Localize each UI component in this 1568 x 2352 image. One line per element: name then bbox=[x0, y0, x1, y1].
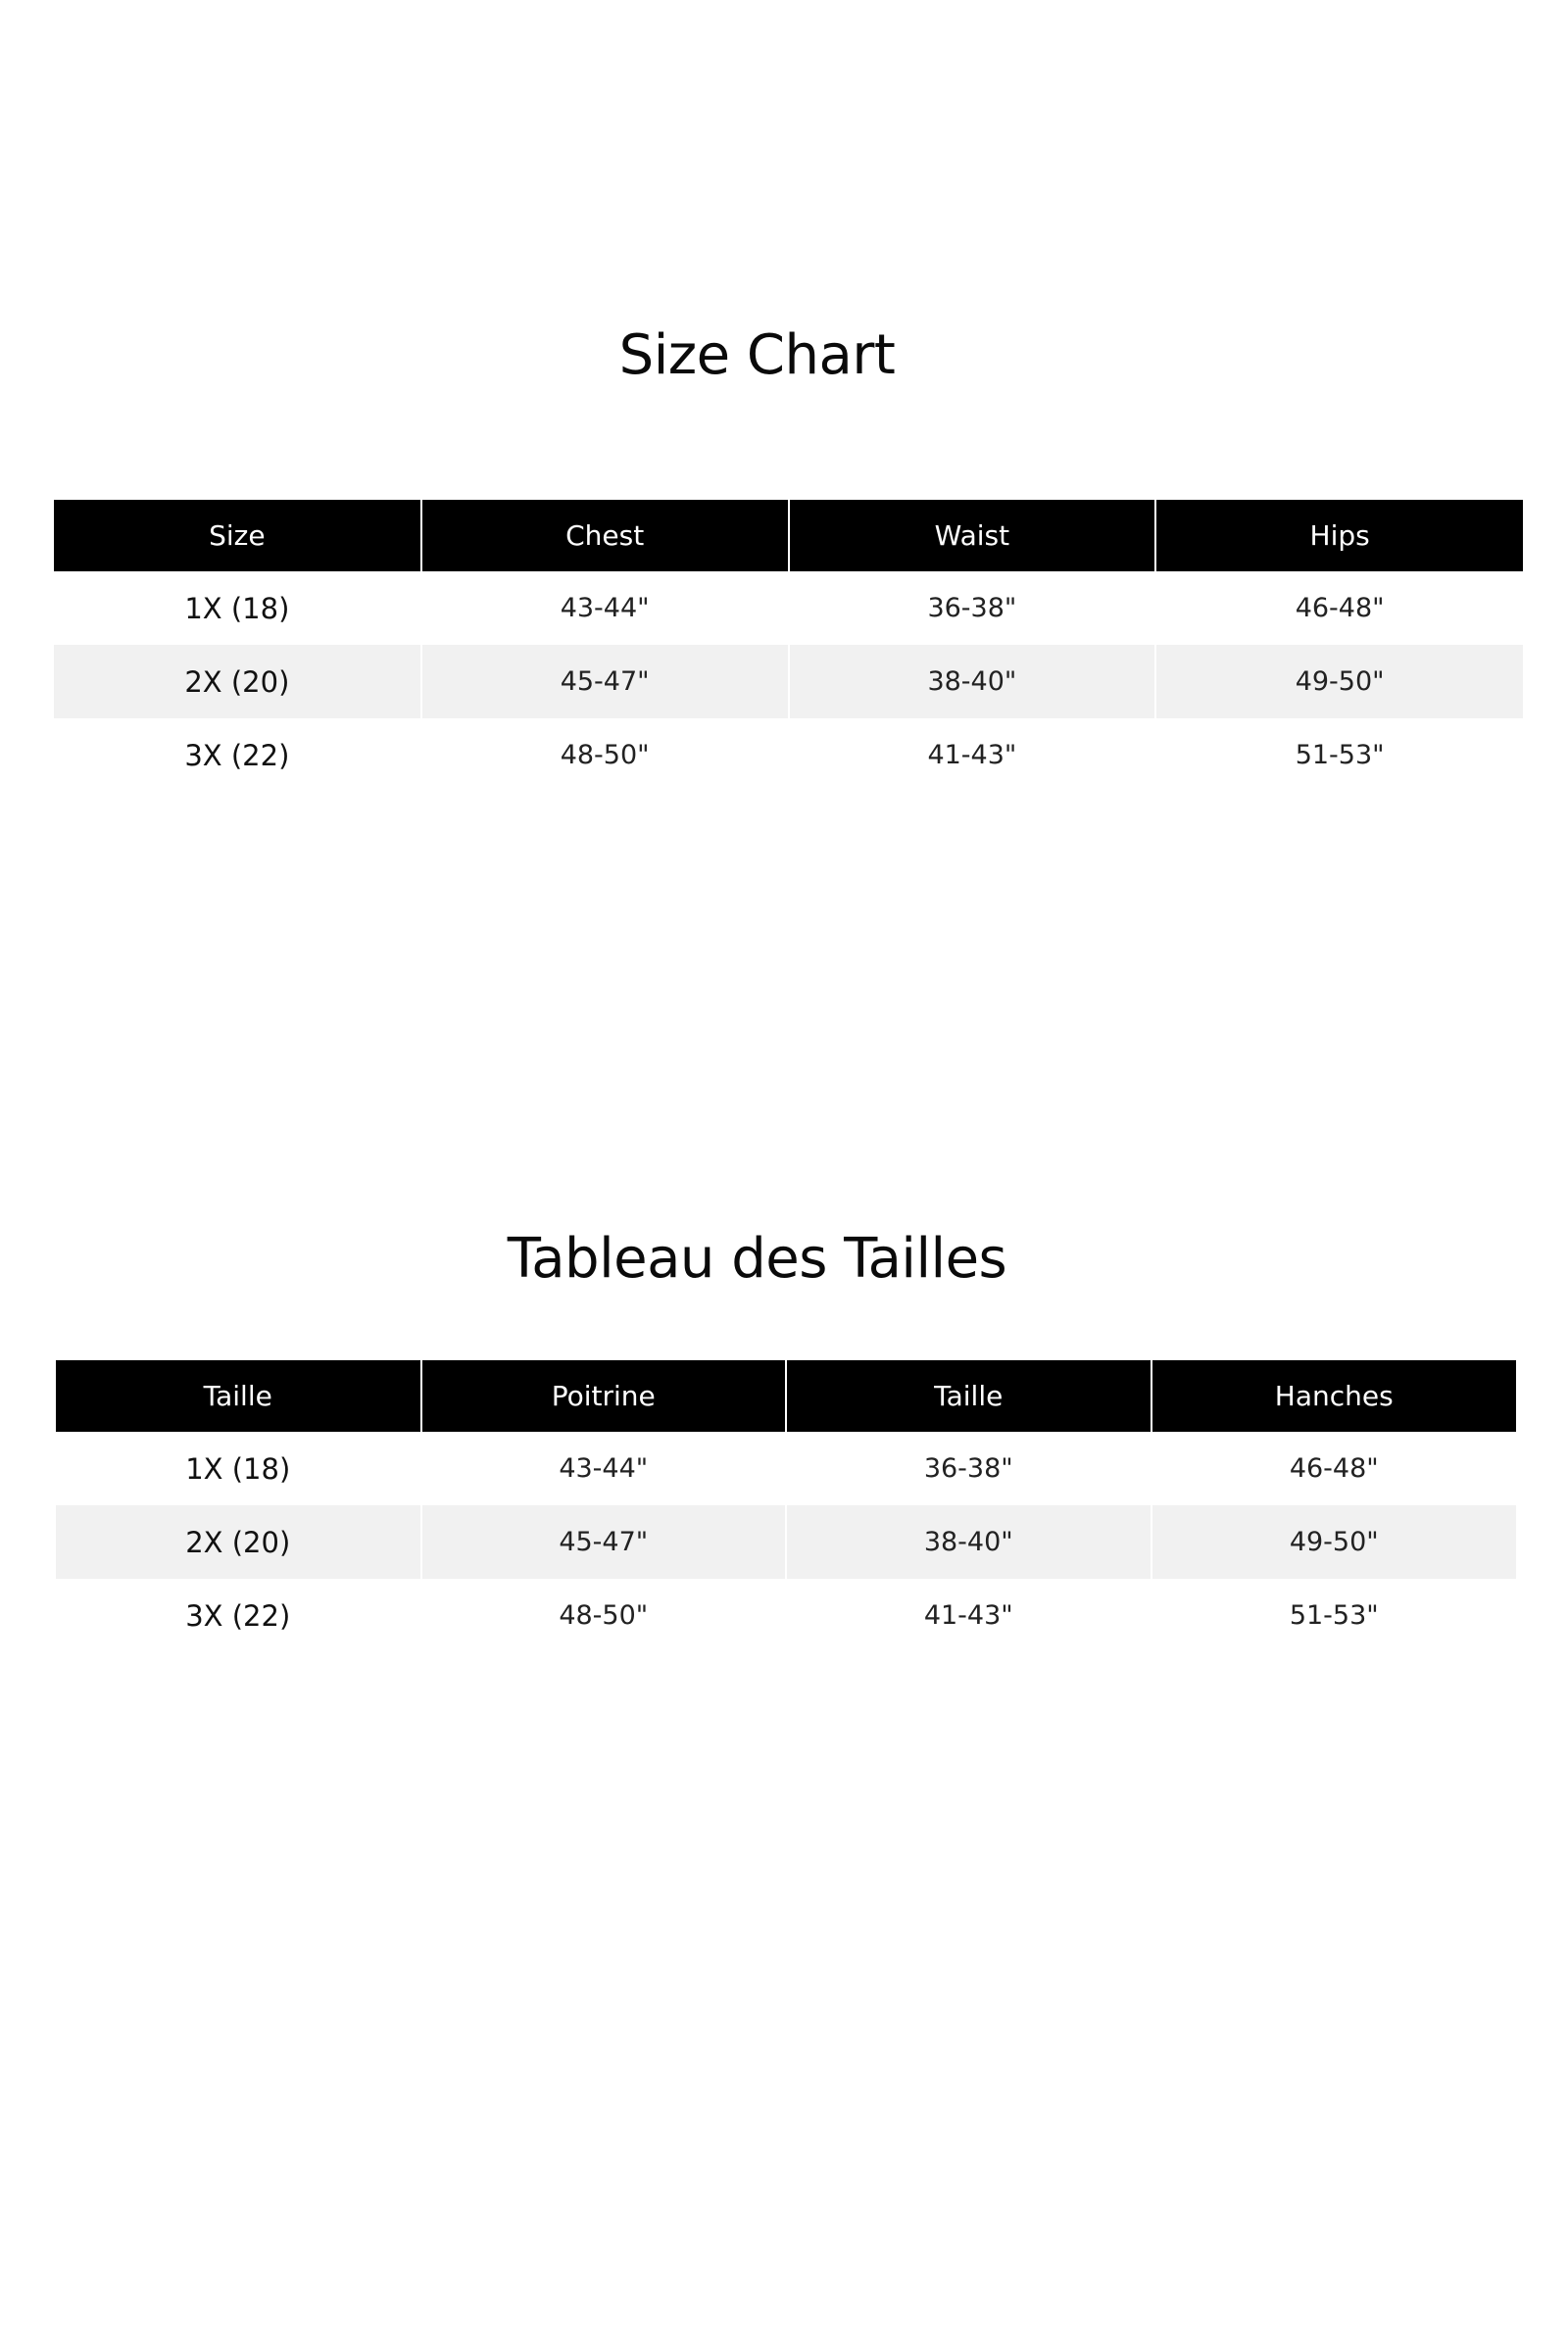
size-cell: 2X (20) bbox=[56, 1505, 421, 1579]
column-header-hanches: Hanches bbox=[1152, 1360, 1517, 1432]
hips-cell: 49-50" bbox=[1155, 645, 1523, 718]
chest-cell: 45-47" bbox=[421, 645, 789, 718]
table-row bbox=[54, 718, 1523, 792]
column-header-chest: Chest bbox=[421, 500, 789, 571]
chest-cell: 48-50" bbox=[421, 718, 789, 792]
waist-cell: 41-43" bbox=[786, 1579, 1152, 1652]
chest-cell: 45-47" bbox=[421, 1505, 787, 1579]
size-cell: 2X (20) bbox=[54, 645, 421, 718]
waist-cell: 41-43" bbox=[789, 718, 1156, 792]
size-cell: 3X (22) bbox=[56, 1579, 421, 1652]
size-cell: 1X (18) bbox=[54, 571, 421, 645]
size-chart-table bbox=[54, 500, 1523, 792]
waist-cell: 38-40" bbox=[789, 645, 1156, 718]
size-chart-table-french bbox=[56, 1360, 1516, 1652]
waist-cell: 36-38" bbox=[786, 1432, 1152, 1505]
column-header-poitrine: Poitrine bbox=[421, 1360, 787, 1432]
table-row bbox=[54, 645, 1523, 718]
column-header-waist: Waist bbox=[789, 500, 1156, 571]
table-header-row bbox=[54, 500, 1523, 571]
column-header-size: Size bbox=[54, 500, 421, 571]
size-chart-title: Size Chart bbox=[618, 323, 896, 387]
hips-cell: 51-53" bbox=[1155, 718, 1523, 792]
column-header-taille: Taille bbox=[56, 1360, 421, 1432]
hips-cell: 46-48" bbox=[1152, 1432, 1517, 1505]
table-row bbox=[54, 571, 1523, 645]
waist-cell: 38-40" bbox=[786, 1505, 1152, 1579]
chest-cell: 43-44" bbox=[421, 571, 789, 645]
waist-cell: 36-38" bbox=[789, 571, 1156, 645]
size-cell: 3X (22) bbox=[54, 718, 421, 792]
table-row bbox=[56, 1432, 1516, 1505]
hips-cell: 46-48" bbox=[1155, 571, 1523, 645]
size-chart-title-french: Tableau des Tailles bbox=[507, 1227, 1007, 1291]
hips-cell: 49-50" bbox=[1152, 1505, 1517, 1579]
hips-cell: 51-53" bbox=[1152, 1579, 1517, 1652]
chest-cell: 43-44" bbox=[421, 1432, 787, 1505]
chest-cell: 48-50" bbox=[421, 1579, 787, 1652]
column-header-hips: Hips bbox=[1155, 500, 1523, 571]
table-header-row bbox=[56, 1360, 1516, 1432]
table-row bbox=[56, 1579, 1516, 1652]
table-row bbox=[56, 1505, 1516, 1579]
size-cell: 1X (18) bbox=[56, 1432, 421, 1505]
column-header-taille-waist: Taille bbox=[786, 1360, 1152, 1432]
